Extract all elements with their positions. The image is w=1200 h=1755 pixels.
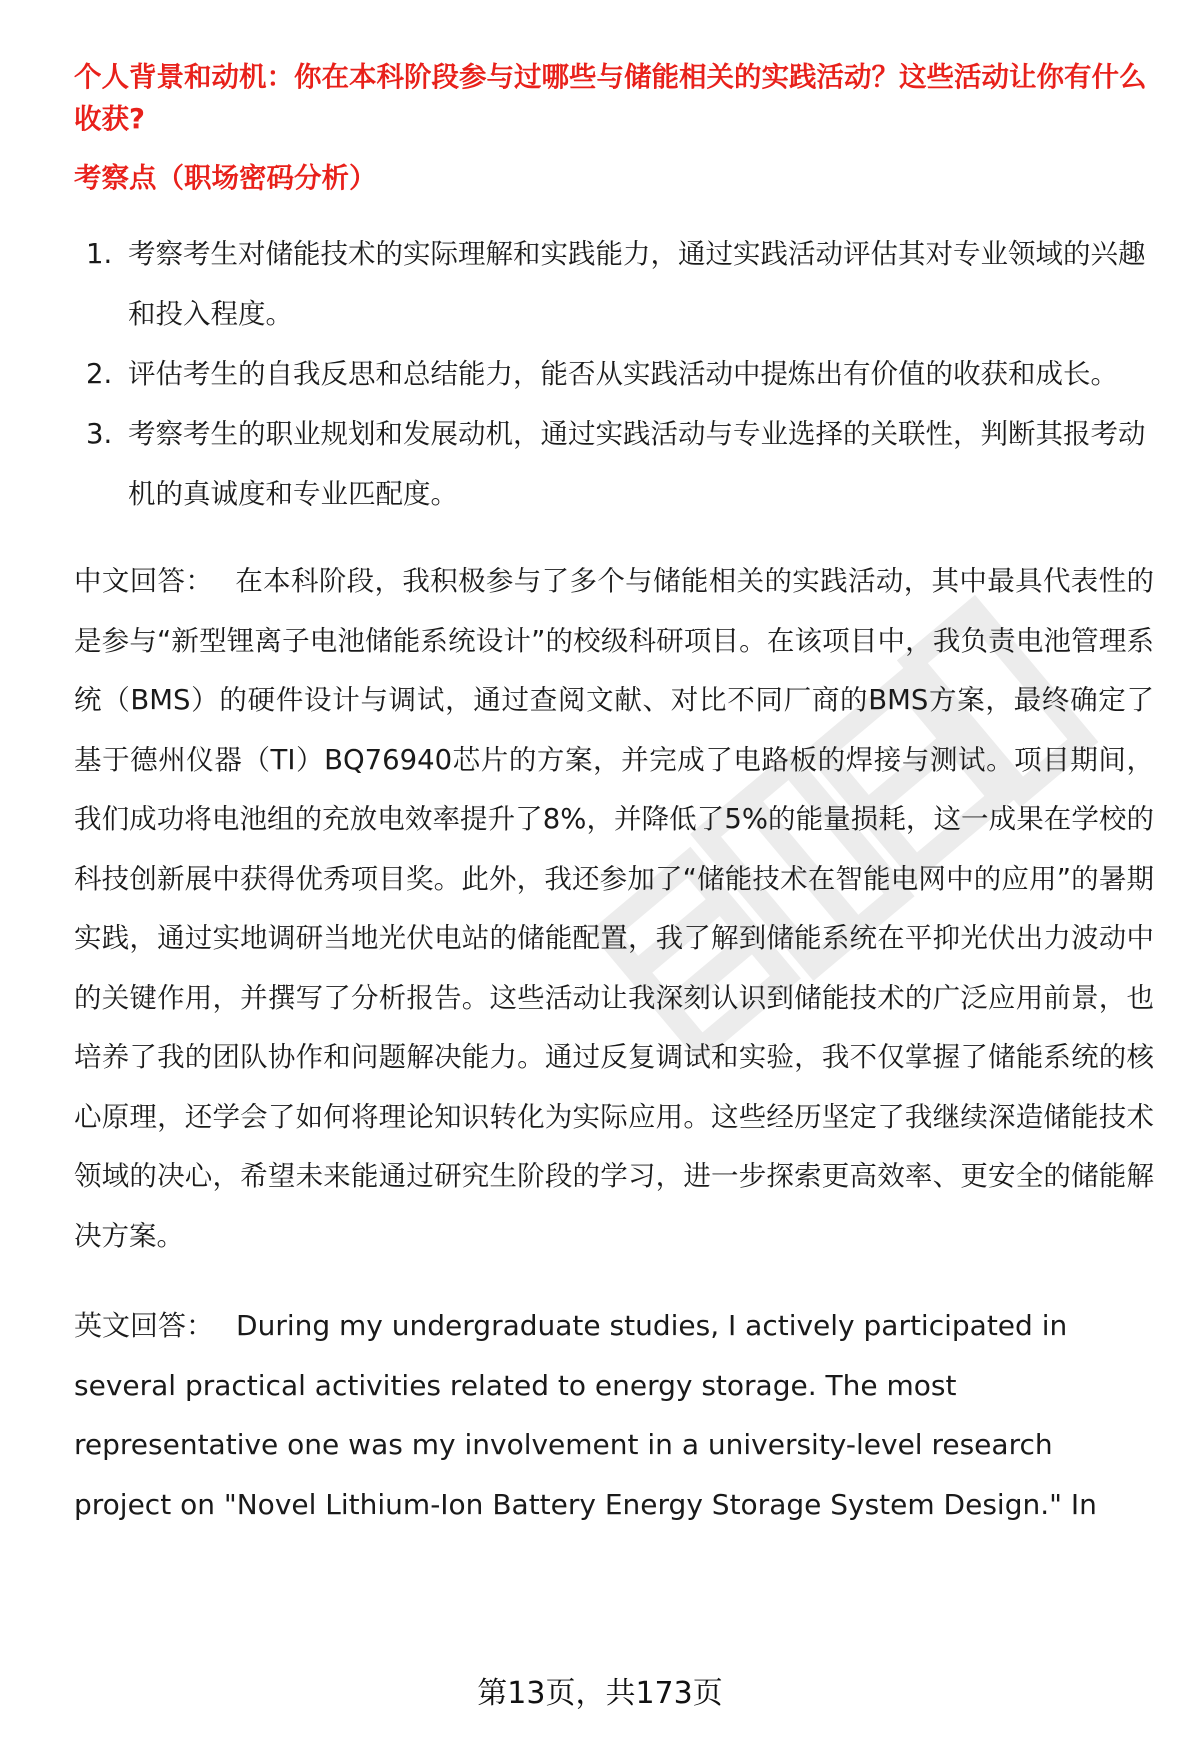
chinese-answer (74, 552, 1154, 1266)
list-item-number: 2. (86, 358, 113, 390)
list-item-text: 考察考生对储能技术的实际理解和实践能力，通过实践活动评估其对专业领域的兴趣和投入程度。 (128, 238, 1146, 330)
list-item (74, 344, 1154, 404)
page-number: 第13页，共173页 (477, 1676, 723, 1711)
chinese-answer-text: 在本科阶段，我积极参与了多个与储能相关的实践活动，其中最具代表性的是参与“新型锂离子电池储能系统设计”的校级科研项目。在该项目中，我负责电池管理系统（BMS）的硬件设计与调试，通过查阅文献、对比不同厂商的BMS方案，最终确定了基于德州仪器（TI）BQ76940芯片的方案，并完成了电路板的焊接与测试。项目期间，我们成功将电池组的充放电效率提升了8%，并降低了5%的能量损耗，这一成果在学校的科技创新展中获得优秀项目奖。此外，我还参加了“储能技术在智能电网中的应用”的暑期实践，通过实地调研当地光伏电站的储能配置，我了解到储能系统在平抑光伏出力波动中的关键作用，并撰写了分析报告。这些活动让我深刻认识到储能技术的广泛应用前景，也培养了我的团队协作和问题解决能力。通过反复调试和实验，我不仅掌握了储能系统的核心原理，还学会了如何将理论知识转化为实际应用。这些经历坚定了我继续深造储能技术领域的决心，希望未来能通过研究生阶段的学习，进一步探索更高效率、更安全的储能解决方案。 (74, 565, 1155, 1252)
list-item (74, 404, 1154, 524)
english-answer-label: 英文回答： (74, 1309, 215, 1342)
assessment-title: 考察点（职场密码分析） (74, 162, 377, 194)
list-item-text: 评估考生的自我反思和总结能力，能否从实践活动中提炼出有价值的收获和成长。 (128, 358, 1118, 390)
list-item-number: 3. (86, 418, 113, 450)
document-body (74, 56, 1154, 1534)
assessment-list (74, 224, 1154, 524)
chinese-answer-label: 中文回答： (74, 565, 214, 597)
english-answer (74, 1296, 1154, 1534)
list-item (74, 224, 1154, 344)
english-answer-text: During my undergraduate studies, I actively participated in several practical activities related to energy storage. The most representative one was my involvement in a university-level research project on "Novel Lithium-Ion Battery Energy Storage System Design." In (74, 1309, 1097, 1521)
question-heading: 个人背景和动机：你在本科阶段参与过哪些与储能相关的实践活动？这些活动让你有什么收获? (74, 61, 1147, 135)
list-item-number: 1. (86, 238, 113, 270)
list-item-text: 考察考生的职业规划和发展动机，通过实践活动与专业选择的关联性，判断其报考动机的真诚度和专业匹配度。 (128, 418, 1146, 510)
